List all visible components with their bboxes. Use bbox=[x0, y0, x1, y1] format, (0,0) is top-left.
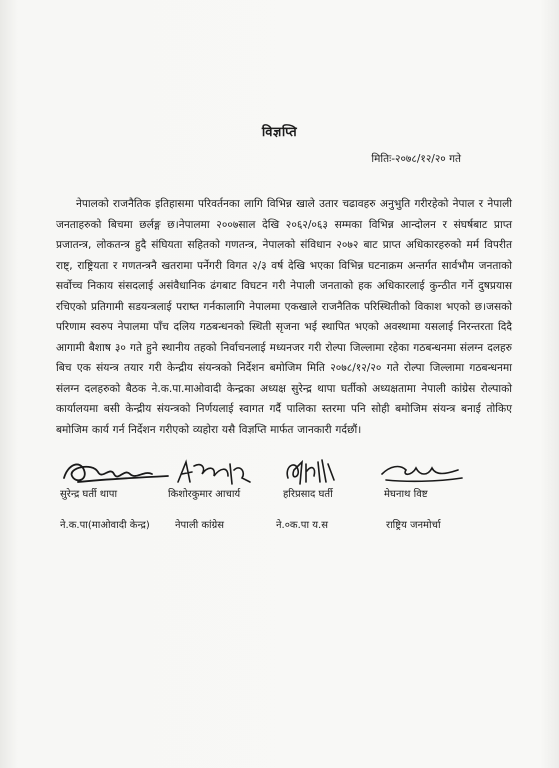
signatory-name-1: सुरेन्द्र घर्ती थापा bbox=[60, 489, 118, 500]
notice-body: नेपालको राजनैतिक इतिहासमा परिवर्तनका लागि विभिन्न खाले उतार चढावहरु अनुभुति गरीरहेको नेपाल र नेपाली जनताहरुको बिचमा छर्लङ्ग छ।नेपालमा २००७साल देखि २०६२/०६३ सम्मका विभिन्न आन्दोलन र संघर्षबाट प्राप्त प्रजातन्त्र, लोकतन्त्र हुदै संघियता सहितको गणतन्त्र, नेपालको संविधान २०७२ बाट प्राप्त अधिकारहरुको मर्म विपरीत राष्ट्, राष्ट्रियता र गणतन्त्रनै खतरामा पर्नेगरी विगत २/३ वर्ष देखि भएका विभिन्न घटनाक्रम अन्तर्गत सार्वभौम जनताको सर्वोच्च निकाय संसदलाई असंवैधानिक ढंगबाट विघटन गरी नेपाली जनताको हक अधिकारलाई कुन्ठीत गर्ने दुषप्रयास रचिएको प्रतिगामी सडयन्त्रलाई पराष्त गर्नकालागि नेपालमा एकखाले राजनैतिक परिस्थितीको विकाश भएको छ।जसको परिणाम स्वरुप नेपालमा पाँच दलिय गठबन्धनको स्थिती सृजना भई स्थापित भएको अवस्थामा यसलाई निरन्तरता दिदै आगामी बैशाष ३० गते हुने स्थानीय तहको निर्वाचनलाई मध्यनजर गरी रोल्पा जिल्लामा रहेका गठबन्धनमा संलग्न दलहरु बिच एक संयन्त्र तयार गरी केन्द्रीय संयन्त्रको निर्देशन बमोजिम मिति २०७८/१२/२० गते रोल्पा जिल्लामा गठबन्धनमा संलग्न दलहरुको बैठक ने.क.पा.माओवादी केन्द्रका अध्यक्ष सुरेन्द्र थापा घर्तीको अध्यक्षतामा नेपाली कांग्रेस रोल्पाको कार्यालयमा बसी केन्द्रीय संयन्त्रको निर्णयलाई स्वागत गर्दै पालिका स्तरमा पनि सोही बमोजिम संयन्त्र बनाई तोकिए बमोजिम कार्य गर्न निर्देशन गरीएको व्यहोरा यसै विज्ञप्ति मार्फत जानकारी गर्दछौं। bbox=[56, 198, 512, 436]
signatory-name-3: हरिप्रसाद घर्ती bbox=[283, 489, 333, 500]
signatory-party-4: राष्ट्रिय जनमोर्चा bbox=[386, 520, 441, 531]
notice-title: विज्ञप्ति bbox=[261, 125, 298, 140]
signatory-name-4: मेघनाथ विष्ट bbox=[384, 489, 428, 500]
signatory-party-1: ने.क.पा(माओवादी केन्द्र) bbox=[60, 520, 150, 531]
signatory-name-2: किशोरकुमार आचार्य bbox=[168, 489, 241, 500]
notice-date: मितिः-२०७८/१२/२० गते bbox=[371, 153, 461, 165]
signatory-party-3: ने.०क.पा य.स bbox=[276, 520, 328, 531]
signatory-party-2: नेपाली कांग्रेस bbox=[175, 520, 225, 531]
